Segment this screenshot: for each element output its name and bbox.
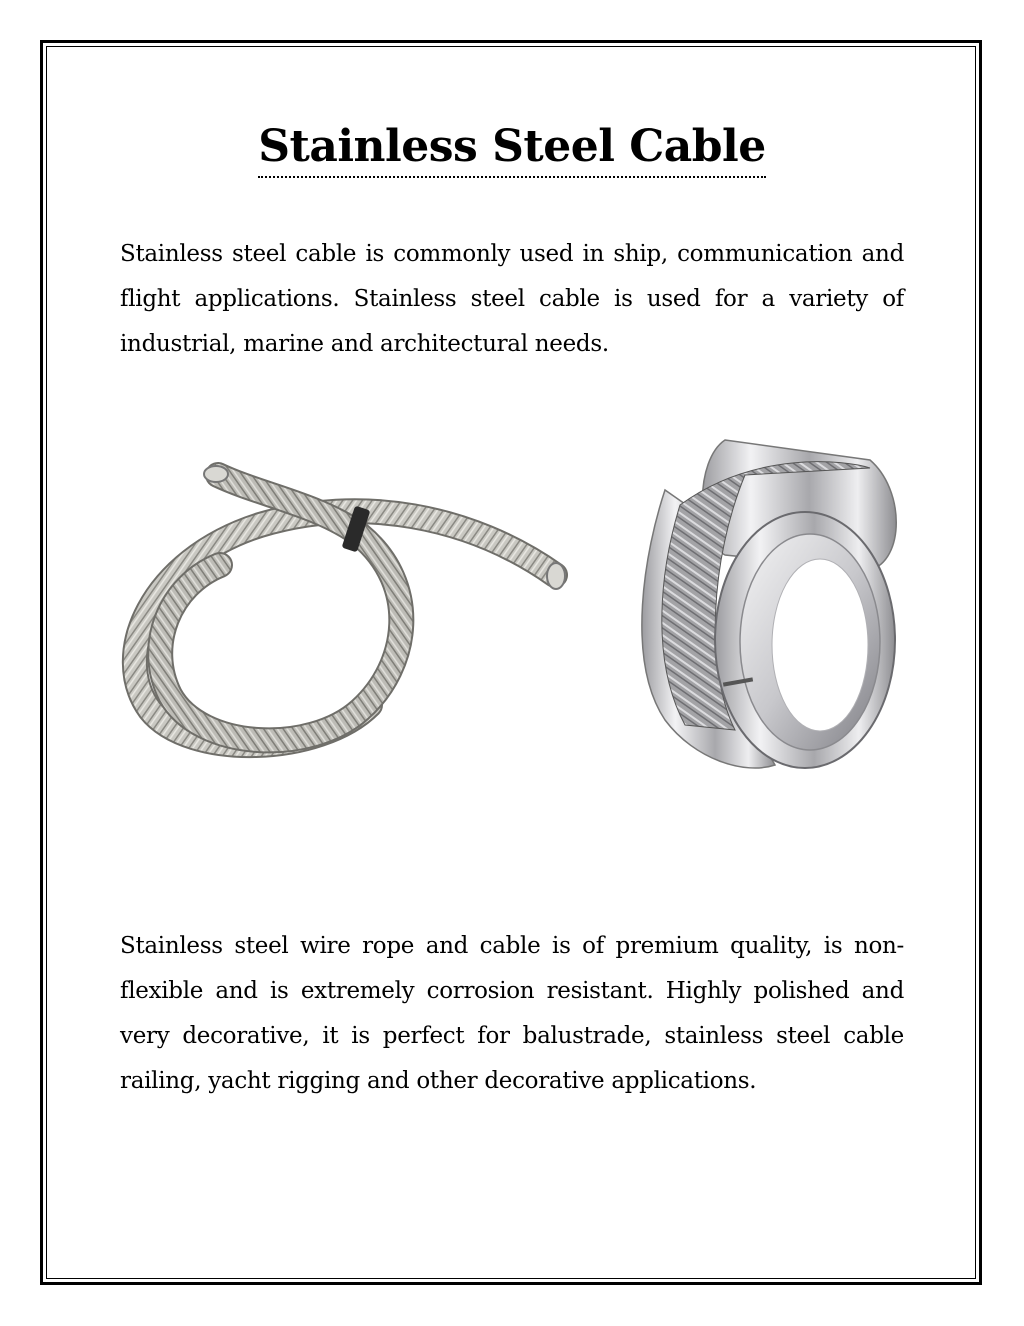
details-paragraph: Stainless steel wire rope and cable is of premium quality, is non-flexible and is extremely corrosion resistant. Highly polished and very decorative, it is perfect for balustrade, stainless steel cable railing, yacht rigging and other decorative applications. xyxy=(120,933,904,1094)
cable-ring-photo xyxy=(605,430,905,775)
intro-paragraph: Stainless steel cable is commonly used in ship, communication and flight applications. Stainless steel cable is used for a variety of industrial, marine and architectural needs. xyxy=(120,241,904,357)
braided-cable-photo xyxy=(110,455,570,775)
page-title: Stainless Steel Cable xyxy=(0,118,1024,178)
